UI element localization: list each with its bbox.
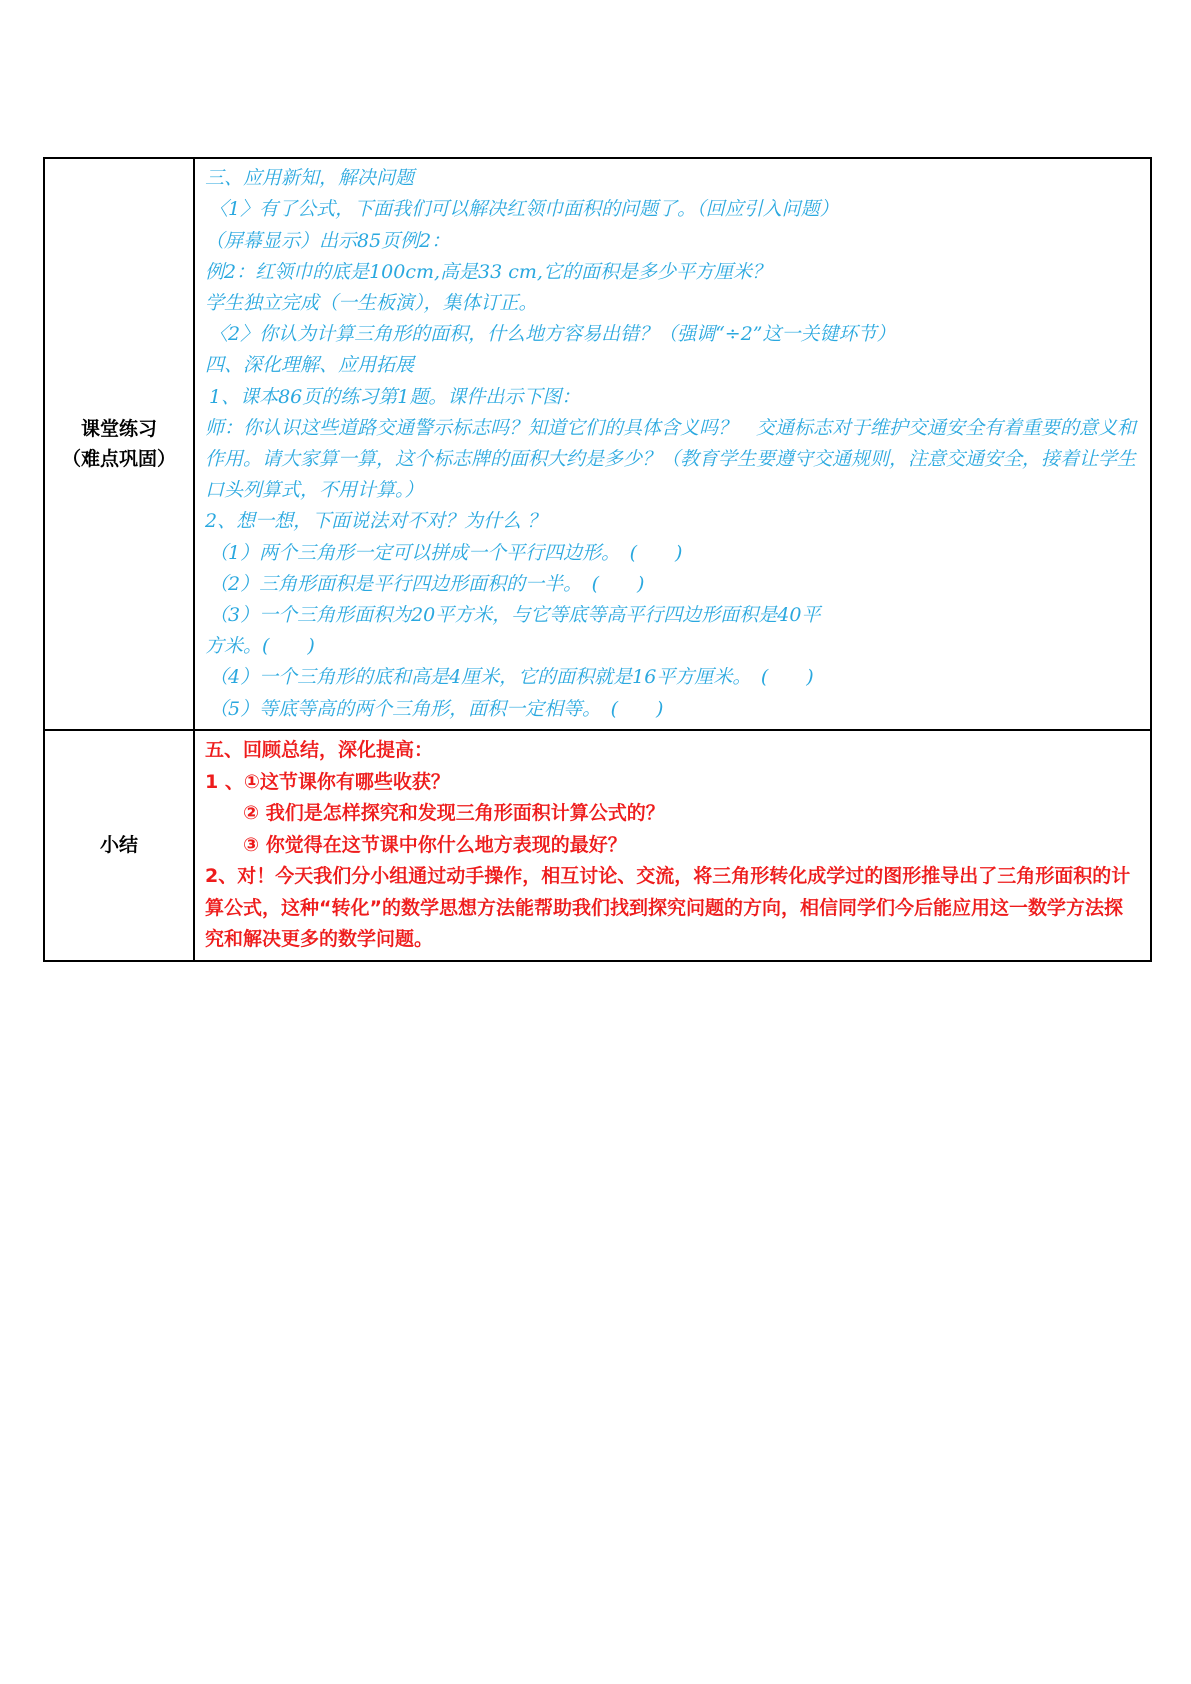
summary-question: ③ 你觉得在这节课中你什么地方表现的最好？ (243, 833, 627, 856)
practice-line: 学生独立完成（一生板演），集体订正。 (205, 291, 538, 314)
summary-label: 小结 (99, 834, 138, 857)
summary-label-cell (44, 730, 194, 961)
practice-judgement-item: （2）三角形面积是平行四边形面积的一半。 ( ) (209, 572, 645, 595)
lesson-plan-table (43, 157, 1152, 962)
practice-label-title: 课堂练习 (80, 418, 157, 440)
summary-question: 1 、①这节课你有哪些收获？ (205, 770, 450, 793)
practice-line: 2、想一想，下面说法对不对？为什么 ？ (205, 510, 547, 533)
practice-judgement-item-continued: 方米。( ) (205, 635, 315, 658)
summary-conclusion-paragraph: 2、对！今天我们分小组通过动手操作，相互讨论、交流，将三角形转化成学过的图形推导出了三角形面积的计算公式，这种“转化”的数学思想方法能帮助我们找到探究问题的方向，相信同学们今后能应用这一数学方法探究和解决更多的数学问题。 (205, 865, 1131, 950)
summary-content-cell (194, 730, 1151, 961)
practice-judgement-item: （1）两个三角形一定可以拼成一个平行四边形。 ( ) (209, 541, 683, 564)
summary-section-heading: 五、回顾总结，深化提高： (205, 739, 434, 761)
practice-judgement-item: （3）一个三角形面积为20平方米，与它等底等高平行四边形面积是40平 (209, 604, 821, 627)
summary-row (44, 730, 1151, 961)
practice-teacher-paragraph: 师：你认识这些道路交通警示标志吗？知道它们的具体含义吗？ 交通标志对于维护交通安全有着重要的意义和作用。请大家算一算，这个标志牌的面积大约是多少？（教育学生要遵守交通规则，注意交通安全，接着让学生口头列算式，不用计算。） (205, 416, 1137, 502)
practice-judgement-item: （4）一个三角形的底和高是4厘米，它的面积就是16平方厘米。 ( ) (209, 666, 814, 689)
practice-line: （屏幕显示）出示85页例2： (205, 229, 451, 252)
practice-judgement-item: （5）等底等高的两个三角形，面积一定相等。 ( ) (209, 697, 664, 720)
practice-line: 1、课本86页的练习第1题。课件出示下图： (209, 385, 581, 408)
practice-example-line: 例2：红领巾的底是100cm,高是33 cm,它的面积是多少平方厘米？ (205, 260, 771, 283)
practice-section-heading: 四、深化理解、应用拓展 (205, 354, 415, 377)
practice-line: 〈1〉有了公式，下面我们可以解决红领巾面积的问题了。（回应引入问题） (209, 198, 839, 221)
practice-content-cell (194, 158, 1151, 730)
practice-label-cell (44, 158, 194, 730)
practice-row (44, 158, 1151, 730)
practice-line: 〈2〉你认为计算三角形的面积，什么地方容易出错？（强调“÷2”这一关键环节） (209, 323, 896, 346)
practice-section-heading: 三、应用新知，解决问题 (205, 167, 415, 190)
summary-question: ② 我们是怎样探究和发现三角形面积计算公式的？ (243, 802, 665, 824)
practice-label-subtitle: （难点巩固） (61, 448, 176, 470)
